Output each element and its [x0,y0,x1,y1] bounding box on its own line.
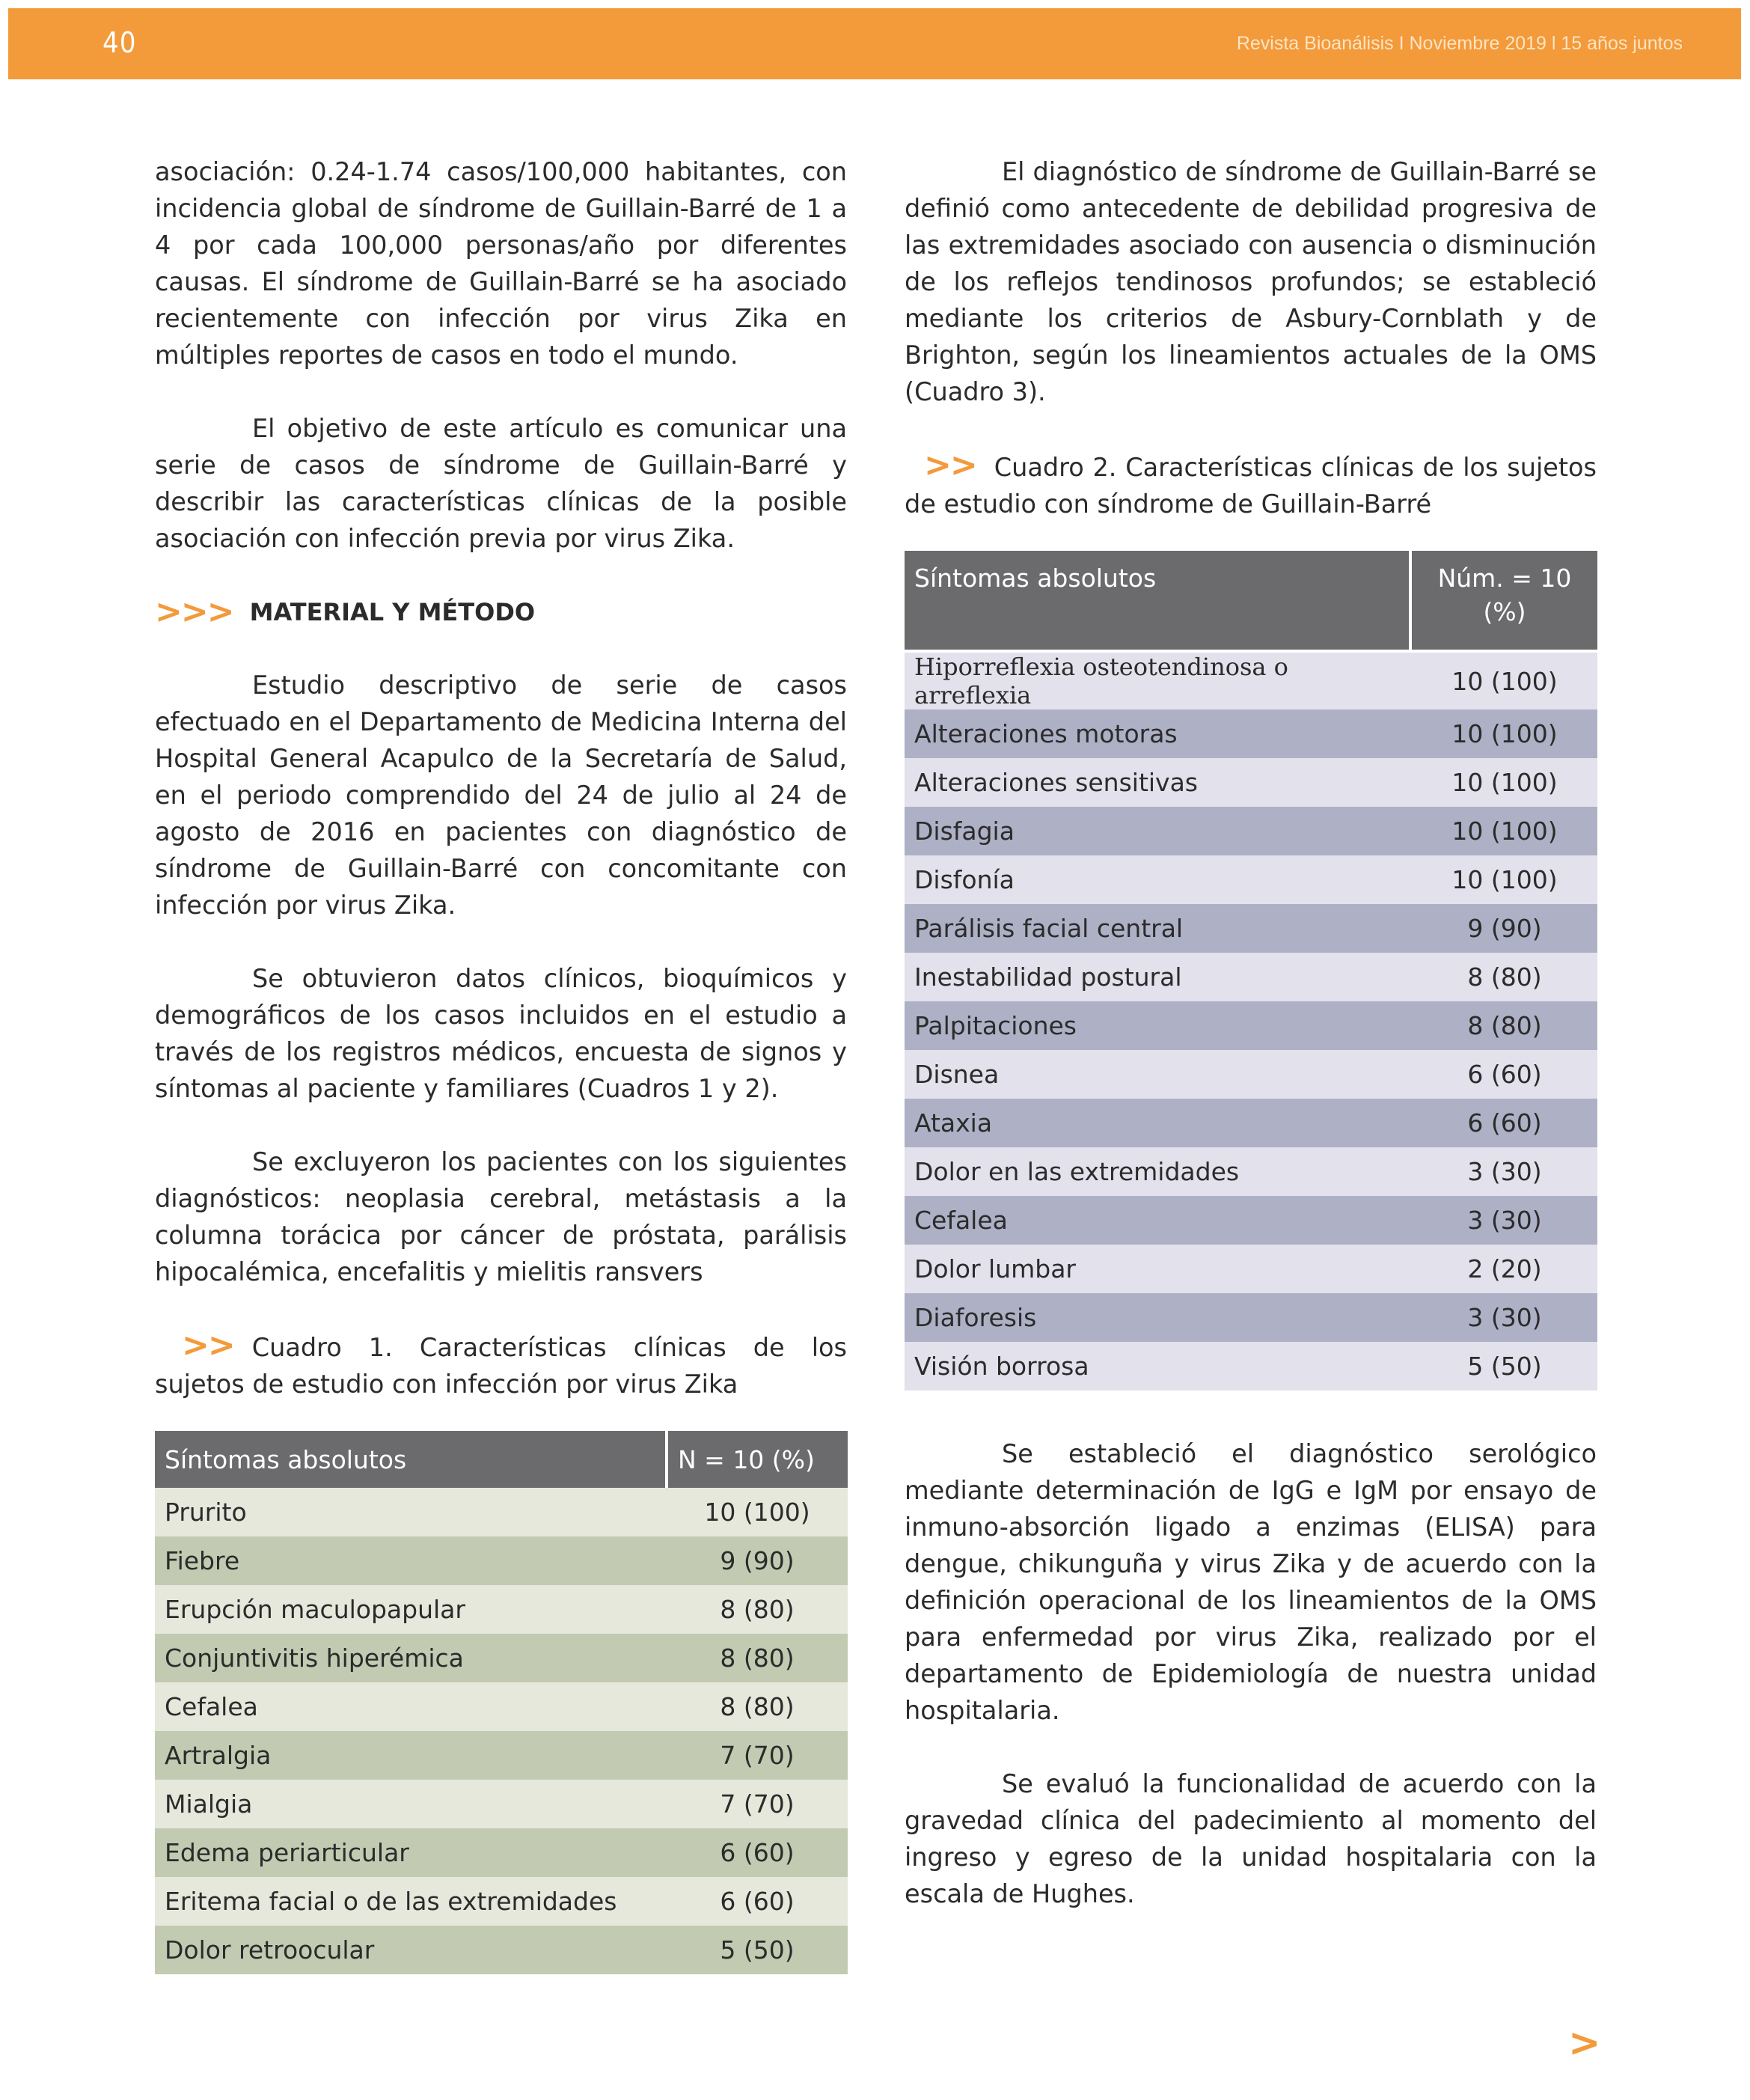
symptom-cell: Disfonía [905,855,1410,904]
caption-text: Cuadro 2. Características clínicas de los sujetos de estudio con síndrome de Guillain-Barré [905,453,1597,519]
section-arrows-icon: >>> [155,593,233,631]
page-number: 40 [103,26,137,59]
symptom-cell: Conjuntivitis hiperémica [155,1634,667,1682]
symptom-cell: Disfagia [905,807,1410,855]
table-row [155,1828,848,1877]
table-row [155,1536,848,1585]
paragraph: Se excluyeron los pacientes con los siguientes diagnósticos: neoplasia cerebral, metástasis a la columna torácica por cáncer de próstata, parálisis hipocalémica, encefalitis y mielitis ransvers [155,1147,847,1286]
value-cell: 10 (100) [1410,709,1597,758]
column-header: Síntomas absolutos [905,551,1410,651]
header-line: Núm. = 10 [1437,564,1572,593]
table-caption [905,447,1597,522]
table-row [905,855,1597,904]
symptom-cell: Alteraciones sensitivas [905,758,1410,807]
caption-arrows-icon: >> [924,446,976,484]
symptom-cell: Disnea [905,1050,1410,1099]
value-cell: 2 (20) [1410,1245,1597,1293]
value-cell: 6 (60) [667,1877,848,1926]
value-cell: 6 (60) [1410,1099,1597,1147]
paragraph: Se obtuvieron datos clínicos, bioquímicos y demográficos de los casos incluidos en el estudio a través de los registros médicos, encuesta de signos y síntomas al paciente y familiares (Cuadros 1 y 2). [155,964,847,1103]
table-row [155,1585,848,1634]
value-cell: 8 (80) [1410,1001,1597,1050]
value-cell: 7 (70) [667,1731,848,1780]
symptom-cell: Palpitaciones [905,1001,1410,1050]
symptom-cell: Dolor lumbar [905,1245,1410,1293]
value-cell: 5 (50) [667,1926,848,1974]
column-header: Síntomas absolutos [155,1431,667,1488]
table-row [905,1293,1597,1342]
right-column [905,153,1597,1912]
symptom-cell: Eritema facial o de las extremidades [155,1877,667,1926]
table-caption [155,1327,847,1402]
table-row [905,758,1597,807]
table-row [155,1488,848,1536]
table-row [905,1001,1597,1050]
paragraph: El objetivo de este artículo es comunicar una serie de casos de síndrome de Guillain-Barré y describir las características clínicas de la posible asociación con infección previa por virus Zika. [155,414,847,553]
caption-arrows-icon: >> [182,1326,234,1364]
value-cell: 8 (80) [667,1682,848,1731]
table-row [155,1926,848,1974]
value-cell: 3 (30) [1410,1293,1597,1342]
symptom-cell: Cefalea [155,1682,667,1731]
section-title: MATERIAL Y MÉTODO [249,597,536,626]
paragraph: Se evaluó la funcionalidad de acuerdo con la gravedad clínica del padecimiento al momento del ingreso y egreso de la unidad hospitalaria con la escala de Hughes. [905,1769,1597,1908]
table-row [905,709,1597,758]
caption-text: Cuadro 1. Características clínicas de los sujetos de estudio con infección por virus Zika [155,1333,847,1399]
section-heading [155,593,847,630]
column-header: N = 10 (%) [667,1431,848,1488]
symptom-cell: Hiporreflexia osteotendinosa o arreflexia [905,651,1410,709]
table-row [155,1634,848,1682]
paragraph: El diagnóstico de síndrome de Guillain-Barré se definió como antecedente de debilidad progresiva de las extremidades asociado con ausencia o disminución de los reflejos tendinosos profundos; se estableció mediante los criterios de Asbury-Cornblath y de Brighton, según los lineamientos actuales de la OMS (Cuadro 3). [905,157,1597,406]
table-row [155,1780,848,1828]
value-cell: 6 (60) [667,1828,848,1877]
symptom-cell: Mialgia [155,1780,667,1828]
value-cell: 10 (100) [667,1488,848,1536]
value-cell: 10 (100) [1410,807,1597,855]
symptom-cell: Prurito [155,1488,667,1536]
table-row [905,1147,1597,1196]
header-line: (%) [1483,597,1526,626]
table-row [905,807,1597,855]
table-row [905,1245,1597,1293]
value-cell: 8 (80) [1410,953,1597,1001]
symptom-cell: Erupción maculopapular [155,1585,667,1634]
value-cell: 3 (30) [1410,1147,1597,1196]
paragraph: asociación: 0.24-1.74 casos/100,000 habitantes, con incidencia global de síndrome de Guillain-Barré de 1 a 4 por cada 100,000 personas/año por diferentes causas. El síndrome de Guillain-Barré se ha asociado recientemente con infección por virus Zika en múltiples reportes de casos en todo el mundo. [155,157,847,370]
symptom-cell: Artralgia [155,1731,667,1780]
symptom-cell: Ataxia [905,1099,1410,1147]
paragraph: Se estableció el diagnóstico serológico mediante determinación de IgG e IgM por ensayo de inmuno-absorción ligado a enzimas (ELISA) para dengue, chikunguña y virus Zika y de acuerdo con la definición operacional de los lineamientos de la OMS para enfermedad por virus Zika, realizado por el departamento de Epidemiología de nuestra unidad hospitalaria. [905,1439,1597,1725]
value-cell: 9 (90) [667,1536,848,1585]
paragraph: Estudio descriptivo de serie de casos efectuado en el Departamento de Medicina Interna del Hospital General Acapulco de la Secretaría de Salud, en el periodo comprendido del 24 de julio al 24 de agosto de 2016 en pacientes con diagnóstico de síndrome de Guillain-Barré con concomitante con infección por virus Zika. [155,671,847,920]
table-row [155,1731,848,1780]
page-header [8,8,1741,79]
value-cell: 7 (70) [667,1780,848,1828]
table-row [155,1682,848,1731]
value-cell: 10 (100) [1410,651,1597,709]
journal-title: Revista Bioanálisis I Noviembre 2019 l 15 años juntos [1236,33,1683,54]
symptom-cell: Alteraciones motoras [905,709,1410,758]
value-cell: 3 (30) [1410,1196,1597,1245]
table-zika-symptoms [155,1431,848,1974]
symptom-cell: Visión borrosa [905,1342,1410,1391]
value-cell: 6 (60) [1410,1050,1597,1099]
next-page-arrow-icon: > [1568,2021,1601,2066]
symptom-cell: Edema periarticular [155,1828,667,1877]
column-header [1410,551,1597,651]
value-cell: 5 (50) [1410,1342,1597,1391]
symptom-cell: Parálisis facial central [905,904,1410,953]
value-cell: 8 (80) [667,1634,848,1682]
symptom-cell: Cefalea [905,1196,1410,1245]
symptom-cell: Diaforesis [905,1293,1410,1342]
table-row [905,1342,1597,1391]
table-row [905,1196,1597,1245]
symptom-cell: Inestabilidad postural [905,953,1410,1001]
symptom-cell: Dolor en las extremidades [905,1147,1410,1196]
value-cell: 9 (90) [1410,904,1597,953]
symptom-cell: Fiebre [155,1536,667,1585]
table-row [905,651,1597,709]
value-cell: 10 (100) [1410,758,1597,807]
table-row [905,1099,1597,1147]
table-row [905,1050,1597,1099]
symptom-cell: Dolor retroocular [155,1926,667,1974]
table-row [155,1877,848,1926]
table-row [905,904,1597,953]
table-row [905,953,1597,1001]
value-cell: 10 (100) [1410,855,1597,904]
value-cell: 8 (80) [667,1585,848,1634]
table-gbs-symptoms [905,551,1597,1391]
left-column [155,153,847,1974]
